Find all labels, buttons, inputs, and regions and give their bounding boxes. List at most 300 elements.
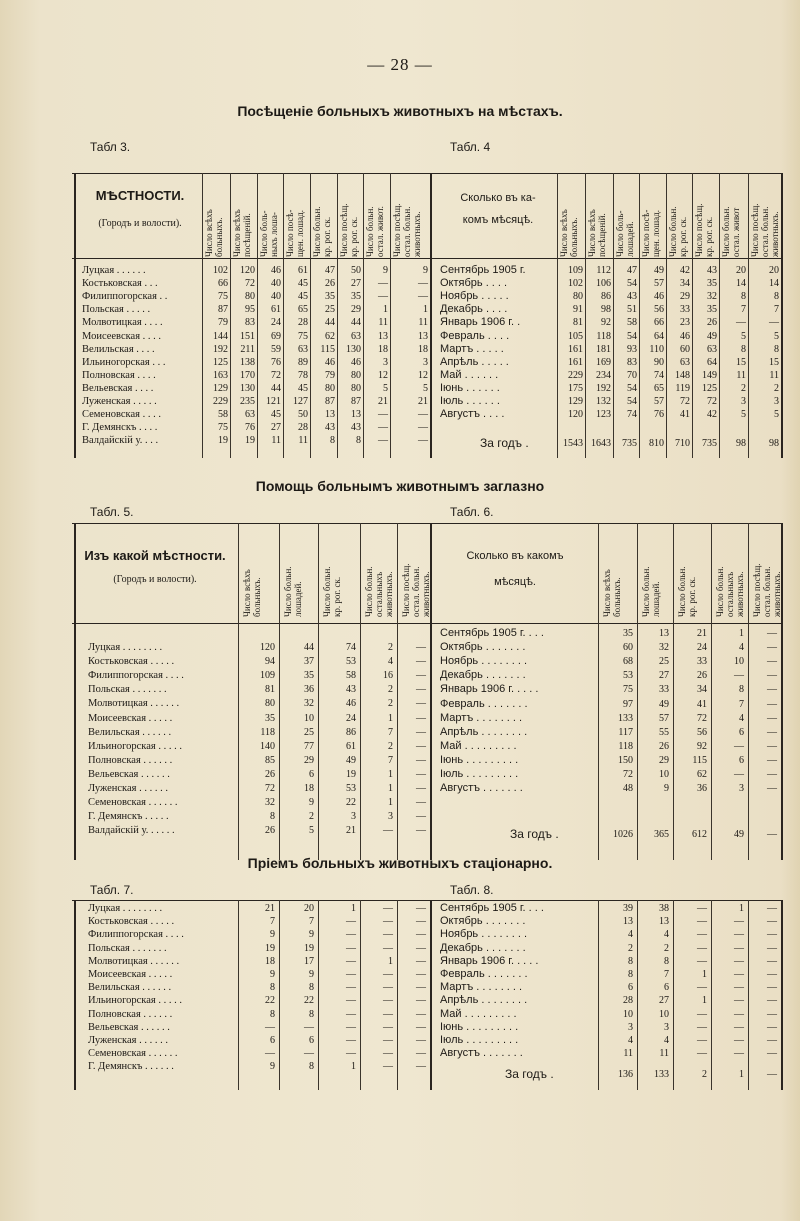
table3-cell: 65 — [298, 304, 308, 316]
table4-cell: 7 — [741, 304, 746, 316]
page-number: — 28 — — [367, 55, 433, 74]
table3-cell: 129 — [213, 382, 228, 394]
table5-cell: 18 — [304, 783, 314, 794]
table3-cell: 138 — [240, 356, 255, 368]
table3-cell: — — [418, 278, 428, 290]
table6-total-cell: 365 — [654, 829, 669, 840]
table5-cell: 94 — [265, 656, 275, 668]
table5-cell: 2 — [388, 684, 393, 696]
table3-col-header: Число больн. кр. рог. ск. — [312, 206, 332, 257]
table7-row-label: Семеновская . . . . . . — [88, 1048, 178, 1060]
table7-cell: 22 — [265, 995, 275, 1007]
table8-cell: 3 — [628, 1021, 633, 1033]
table5-cell: — — [416, 712, 426, 724]
table3-cell: — — [378, 278, 388, 290]
table4-cell: 58 — [627, 317, 637, 329]
table8-cell: 7 — [664, 969, 669, 980]
table7-cell: — — [304, 1048, 314, 1060]
table5-cell: 85 — [265, 754, 275, 766]
table3-col-header: Число посѣщ. кр. рог. ск. — [339, 203, 359, 257]
table4-cell: 57 — [654, 396, 664, 407]
table7-cell: — — [416, 1021, 426, 1033]
table4-cell: 47 — [627, 265, 637, 276]
table6-cell: 26 — [697, 670, 707, 682]
table6-cell: — — [767, 628, 777, 639]
table3-label: Табл 3. — [90, 140, 131, 154]
table5-cell: — — [416, 642, 426, 653]
table4-cell: — — [769, 317, 779, 329]
table4-cell: 54 — [627, 330, 637, 342]
table6-cell: 55 — [659, 726, 669, 738]
table3-cell: 11 — [298, 435, 308, 447]
table4-cell: 72 — [707, 396, 717, 407]
table6-total-cell: 49 — [734, 829, 744, 840]
table3-cell: 25 — [325, 304, 335, 316]
table6-row-label: Апрѣль . . . . . . . . — [440, 725, 528, 738]
table7-cell: — — [346, 982, 356, 994]
table4-cell: — — [736, 317, 746, 329]
table3-cell: 235 — [240, 396, 255, 407]
table8-cell: 4 — [628, 929, 633, 941]
section2-title: Помощь больнымъ животнымъ заглазно — [255, 478, 545, 494]
table6-row-label: Октябрь . . . . . . . — [440, 641, 526, 654]
table4-col-header: Число посѣщ. кр. рог. ск. — [694, 203, 714, 257]
table8-label: Табл. 8. — [450, 883, 494, 897]
table8-cell: — — [767, 995, 777, 1007]
table8-cell: — — [734, 916, 744, 928]
table3-cell: 46 — [351, 356, 361, 368]
table7-cell: — — [346, 1035, 356, 1046]
table4-cell: 112 — [596, 265, 611, 276]
table4-cell: 14 — [769, 278, 779, 290]
table5-row-label: Луцкая . . . . . . . . — [88, 642, 163, 653]
table4-cell: 129 — [568, 396, 583, 407]
table3-4-top-rule — [72, 173, 782, 174]
table8-cell: — — [767, 1008, 777, 1020]
table3-cell: 163 — [213, 369, 228, 381]
table8-cell: — — [767, 982, 777, 994]
table3-cell: 27 — [271, 422, 281, 434]
table5-cell: 8 — [270, 811, 275, 823]
table5-cell: 1 — [388, 783, 393, 794]
table8-cell: 6 — [628, 982, 633, 994]
table8-cell: — — [734, 995, 744, 1007]
table4-total-label: За годъ . — [480, 436, 529, 450]
table3-cell: 75 — [218, 422, 228, 434]
table5-cell: 35 — [265, 712, 275, 724]
table8-cell: — — [734, 1035, 744, 1046]
table6-cell: 6 — [739, 726, 744, 738]
table7-cell: — — [383, 1008, 393, 1020]
table4-cell: 51 — [627, 304, 637, 316]
table7-row-label: Луженская . . . . . . — [88, 1035, 168, 1046]
table7-cell: — — [346, 929, 356, 941]
table8-cell: — — [734, 982, 744, 994]
table4-cell: 80 — [573, 291, 583, 303]
table3-col-header: Число посѣ- щен. лошад. — [285, 209, 305, 257]
table6-cell: 4 — [739, 642, 744, 654]
table5-cell: 1 — [388, 712, 393, 724]
table4-cell: 26 — [707, 317, 717, 329]
table7-cell: 9 — [270, 929, 275, 941]
table3-cell: 80 — [245, 291, 255, 303]
table7-cell: — — [265, 1021, 275, 1033]
table3-cell: 13 — [378, 330, 388, 342]
table3-cell: 13 — [325, 409, 335, 421]
table6-cell: 68 — [623, 656, 633, 668]
table7-row-label: Филиппогорская . . . . — [88, 929, 184, 941]
table4-cell: 70 — [627, 369, 637, 381]
table6-cell: 4 — [739, 712, 744, 724]
table6-cell: — — [767, 642, 777, 654]
table3-cell: 40 — [271, 278, 281, 290]
table4-cell: 132 — [596, 396, 611, 407]
table4-cell: 105 — [568, 330, 583, 342]
table4-total-cell: 735 — [622, 438, 637, 449]
table8-cell: — — [697, 903, 707, 914]
table8-cell: — — [697, 1008, 707, 1020]
table7-cell: — — [346, 1048, 356, 1060]
table6-cell: 33 — [697, 656, 707, 668]
table8-row-label: Октябрь . . . . . . . — [440, 915, 526, 928]
table8-row-label: Іюль . . . . . . . . . — [440, 1034, 519, 1046]
table5-cell: 26 — [265, 825, 275, 837]
table6-row-label: Февраль . . . . . . . — [440, 697, 528, 710]
table3-cell: 130 — [346, 343, 361, 355]
table4-cell: 5 — [774, 330, 779, 342]
table7-cell: — — [265, 1048, 275, 1060]
table3-cell: 78 — [298, 369, 308, 381]
table6-cell: 118 — [618, 740, 633, 752]
table3-cell: 13 — [351, 409, 361, 421]
table7-cell: — — [416, 929, 426, 941]
table4-cell: 148 — [675, 369, 690, 381]
table3-cell: 24 — [271, 317, 281, 329]
table3-row-label: Моисеевская . . . . — [82, 330, 162, 342]
table6-cell: 92 — [697, 740, 707, 752]
table5-cell: 36 — [304, 684, 314, 696]
table3-row-label: Валдайскій у. . . . — [82, 435, 159, 447]
table3-cell: 21 — [378, 396, 388, 407]
table6-cell: 62 — [697, 769, 707, 780]
table6-row-label: Сентябрь 1905 г. . . . — [440, 627, 544, 639]
table8-row-label: Январь 1906 г. . . . . — [440, 954, 539, 967]
table4-cell: 15 — [769, 356, 779, 368]
table7-cell: 20 — [304, 903, 314, 914]
table3-cell: 26 — [325, 278, 335, 290]
table5-6-header-rule — [72, 623, 782, 624]
table7-8-top-rule — [72, 900, 782, 901]
table7-cell: — — [383, 1048, 393, 1060]
table4-cell: 5 — [741, 409, 746, 421]
table3-row-label: Костьковская . . . — [82, 278, 158, 290]
table4-cell: 175 — [568, 382, 583, 394]
table3-cell: 11 — [378, 317, 388, 329]
table7-cell: 9 — [270, 969, 275, 980]
table5-cell: 32 — [304, 698, 314, 710]
table6-cell: — — [734, 769, 744, 780]
table7-cell: 8 — [309, 1008, 314, 1020]
table5-cell: 1 — [388, 797, 393, 809]
table4-cell: 8 — [741, 343, 746, 355]
table3-cell: 12 — [418, 369, 428, 381]
table7-cell: — — [416, 1008, 426, 1020]
table7-cell: — — [383, 1021, 393, 1033]
table7-cell: — — [383, 969, 393, 980]
table7-cell: — — [416, 982, 426, 994]
table4-cell: 54 — [627, 278, 637, 290]
table5-cell: 140 — [260, 740, 275, 752]
table8-row-label: Августъ . . . . . . . — [440, 1047, 523, 1060]
table3-cell: 58 — [218, 409, 228, 421]
table3-cell: 87 — [218, 304, 228, 316]
table3-cell: 40 — [271, 291, 281, 303]
table3-cell: 80 — [325, 382, 335, 394]
table5-place-header: Изъ какой мѣстности. — [84, 548, 226, 563]
table3-cell: 50 — [351, 265, 361, 276]
table4-cell: 81 — [573, 317, 583, 329]
table4-month-header-2: комъ мѣсяцѣ. — [462, 214, 534, 226]
table8-total-cell: — — [767, 1069, 777, 1080]
table8-cell: 38 — [659, 903, 669, 914]
table4-row-label: Январь 1906 г. . — [440, 316, 521, 329]
table3-cell: 80 — [351, 369, 361, 381]
table8-cell: — — [697, 1048, 707, 1060]
table5-cell: 53 — [346, 783, 356, 794]
table5-cell: 35 — [304, 670, 314, 682]
table4-cell: 56 — [654, 304, 664, 316]
table4-cell: 74 — [627, 409, 637, 421]
table4-col-header: Число посѣщ. остал. больн. животныхъ. — [750, 203, 780, 257]
table6-cell: 56 — [697, 726, 707, 738]
table4-cell: 3 — [774, 396, 779, 407]
table4-cell: 76 — [654, 409, 664, 421]
table5-cell: — — [383, 825, 393, 837]
table6-row-label: Декабрь . . . . . . . — [440, 669, 526, 682]
table5-cell: 118 — [260, 726, 275, 738]
table4-cell: 11 — [769, 369, 779, 381]
table3-cell: 75 — [298, 330, 308, 342]
table5-cell: 86 — [346, 726, 356, 738]
table8-right-border — [781, 900, 783, 1090]
table5-cell: 1 — [388, 768, 393, 780]
table3-cell: 46 — [271, 265, 281, 276]
table4-cell: 234 — [596, 369, 611, 381]
table6-row-label: Май . . . . . . . . . — [440, 739, 517, 752]
table4-cell: 66 — [654, 317, 664, 329]
table3-cell: 69 — [271, 330, 281, 342]
table3-row-label: Вельевская . . . . — [82, 382, 154, 394]
table6-cell: 10 — [659, 769, 669, 780]
table6-cell: 60 — [623, 642, 633, 654]
table5-cell: 10 — [304, 712, 314, 724]
table5-cell: — — [416, 656, 426, 668]
table3-col-header: Число всѣхъ посѣщеній. — [232, 209, 252, 257]
table3-cell: 19 — [218, 435, 228, 447]
table4-cell: 83 — [627, 356, 637, 368]
table7-cell: — — [416, 995, 426, 1007]
table6-cell: 53 — [623, 670, 633, 682]
table3-cell: — — [378, 422, 388, 434]
table4-cell: 72 — [680, 396, 690, 407]
table6-cell: 29 — [659, 754, 669, 766]
table4-col-header: Число всѣхъ посѣщеній. — [587, 209, 607, 257]
table5-cell: — — [416, 811, 426, 823]
table8-total-cell: 2 — [702, 1069, 707, 1080]
table8-cell: — — [697, 1021, 707, 1033]
table5-cell: 72 — [265, 783, 275, 794]
table8-cell: 1 — [702, 969, 707, 980]
table7-cell: — — [346, 969, 356, 980]
table4-cell: 8 — [774, 291, 779, 303]
table4-total-cell: 1543 — [563, 438, 583, 449]
table7-cell: 9 — [309, 969, 314, 980]
table5-cell: 53 — [346, 656, 356, 668]
table7-label: Табл. 7. — [90, 883, 134, 897]
table6-cell: 6 — [739, 754, 744, 766]
table7-cell: — — [383, 916, 393, 928]
table7-cell: — — [383, 1035, 393, 1046]
table6-row-label: Ноябрь . . . . . . . . — [440, 655, 528, 668]
table5-cell: 77 — [304, 740, 314, 752]
table4-cell: 2 — [774, 382, 779, 394]
table8-cell: 6 — [664, 982, 669, 994]
table5-cell: 2 — [388, 642, 393, 653]
table5-cell: 2 — [388, 740, 393, 752]
table3-col-header: Число посѣщ. остал. больн. животныхъ. — [392, 203, 422, 257]
table3-cell: 21 — [418, 396, 428, 407]
table7-cell: 9 — [270, 1061, 275, 1073]
table5-cell: 16 — [383, 670, 393, 682]
table3-cell: 35 — [351, 291, 361, 303]
table4-cell: 33 — [680, 304, 690, 316]
table6-cell: 9 — [664, 783, 669, 795]
table6-cell: 8 — [739, 684, 744, 696]
table4-cell: 106 — [596, 278, 611, 290]
table8-cell: 11 — [623, 1048, 633, 1060]
table5-col-header: Число посѣщ. остал. больн. животныхъ. — [401, 563, 431, 617]
table4-cell: 49 — [654, 265, 664, 276]
table3-cell: 47 — [325, 265, 335, 276]
table5-cell: 44 — [304, 642, 314, 653]
table5-cell: 120 — [260, 642, 275, 653]
table6-total-cell: 1026 — [613, 829, 633, 840]
table3-cell: 44 — [271, 382, 281, 394]
table6-cell: 150 — [618, 754, 633, 766]
table4-cell: 92 — [601, 317, 611, 329]
table8-cell: — — [767, 1035, 777, 1046]
table3-4-header-rule — [72, 258, 782, 259]
table8-row-label: Іюнь . . . . . . . . . — [440, 1020, 519, 1033]
table6-row-label: Іюль . . . . . . . . . — [440, 768, 519, 780]
table3-row-label: Велильская . . . . — [82, 343, 155, 355]
table3-cell: 79 — [218, 317, 228, 329]
table3-cell: — — [418, 409, 428, 421]
table3-cell: 120 — [240, 265, 255, 276]
table6-total-cell: 612 — [692, 829, 707, 840]
table4-cell: 5 — [774, 409, 779, 421]
table6-cell: — — [767, 656, 777, 668]
table8-row-label: Май . . . . . . . . . — [440, 1007, 517, 1020]
table8-cell: — — [734, 969, 744, 980]
table8-cell: — — [767, 1048, 777, 1060]
table3-row-label: Филиппогорская . . — [82, 291, 168, 303]
table8-cell: 10 — [623, 1008, 633, 1020]
table7-cell: — — [346, 995, 356, 1007]
table5-cell: 3 — [388, 811, 393, 823]
table6-cell: 10 — [734, 656, 744, 668]
table8-total-label: За годъ . — [505, 1067, 554, 1081]
table7-cell: 1 — [388, 955, 393, 967]
table5-cell: 2 — [388, 698, 393, 710]
table3-cell: 87 — [325, 396, 335, 407]
table8-cell: — — [767, 1021, 777, 1033]
table7-cell: — — [416, 942, 426, 954]
table7-cell: 17 — [304, 955, 314, 967]
table4-cell: 169 — [596, 356, 611, 368]
table3-cell: 80 — [351, 382, 361, 394]
table4-cell: 54 — [627, 382, 637, 394]
table5-cell: — — [416, 670, 426, 682]
table8-row-label: Мартъ . . . . . . . . — [440, 981, 523, 994]
table4-month-header: Сколько въ ка- — [460, 192, 536, 204]
table7-cell: — — [416, 955, 426, 967]
table4-cell: 34 — [680, 278, 690, 290]
table4-cell: 14 — [736, 278, 746, 290]
table5-row-label: Семеновская . . . . . . — [88, 797, 178, 809]
table6-cell: 36 — [697, 783, 707, 795]
table4-row-label: Августъ . . . . — [440, 408, 505, 421]
table3-cell: 130 — [240, 382, 255, 394]
table6-cell: — — [734, 740, 744, 752]
table5-cell: — — [416, 754, 426, 766]
table8-cell: — — [734, 929, 744, 941]
table8-cell: 4 — [664, 1035, 669, 1046]
table6-col-header: Число больн. кр. рог. ск. — [677, 566, 697, 617]
table3-cell: 95 — [245, 304, 255, 316]
table3-cell: 43 — [351, 422, 361, 434]
table4-cell: 118 — [596, 330, 611, 342]
table3-cell: 28 — [298, 317, 308, 329]
table3-cell: 192 — [213, 343, 228, 355]
table4-cell: 41 — [680, 409, 690, 421]
table4-cell: 7 — [774, 304, 779, 316]
table4-cell: 42 — [707, 409, 717, 421]
table5-cell: 4 — [388, 656, 393, 668]
table6-col-header: Число посѣщ. остал. больн. животныхъ. — [752, 563, 782, 617]
table4-cell: 125 — [702, 382, 717, 394]
table3-cell: 229 — [213, 396, 228, 407]
table4-row-label: Іюнь . . . . . . — [440, 381, 500, 394]
table5-row-label: Ильиногорская . . . . . — [88, 740, 182, 752]
table7-cell: 18 — [265, 955, 275, 967]
table8-cell: 4 — [664, 929, 669, 941]
section1-title: Посѣщеніе больныхъ животныхъ на мѣстахъ. — [237, 103, 563, 119]
table4-cell: 109 — [568, 265, 583, 276]
table3-cell: 75 — [218, 291, 228, 303]
table8-total-cell: 136 — [618, 1069, 633, 1080]
table8-cell: 8 — [664, 955, 669, 967]
table3-row-label: Луцкая . . . . . . — [82, 265, 146, 276]
table4-cell: 15 — [736, 356, 746, 368]
table4-cell: 42 — [680, 265, 690, 276]
table7-row-label: Костьковская . . . . . — [88, 916, 175, 928]
table3-cell: 18 — [378, 343, 388, 355]
table3-row-label: Полновская . . . . — [82, 369, 156, 381]
table7-cell: 8 — [270, 982, 275, 994]
table7-cell: 19 — [304, 942, 314, 954]
table7-row-label: Моисеевская . . . . . — [88, 969, 173, 980]
